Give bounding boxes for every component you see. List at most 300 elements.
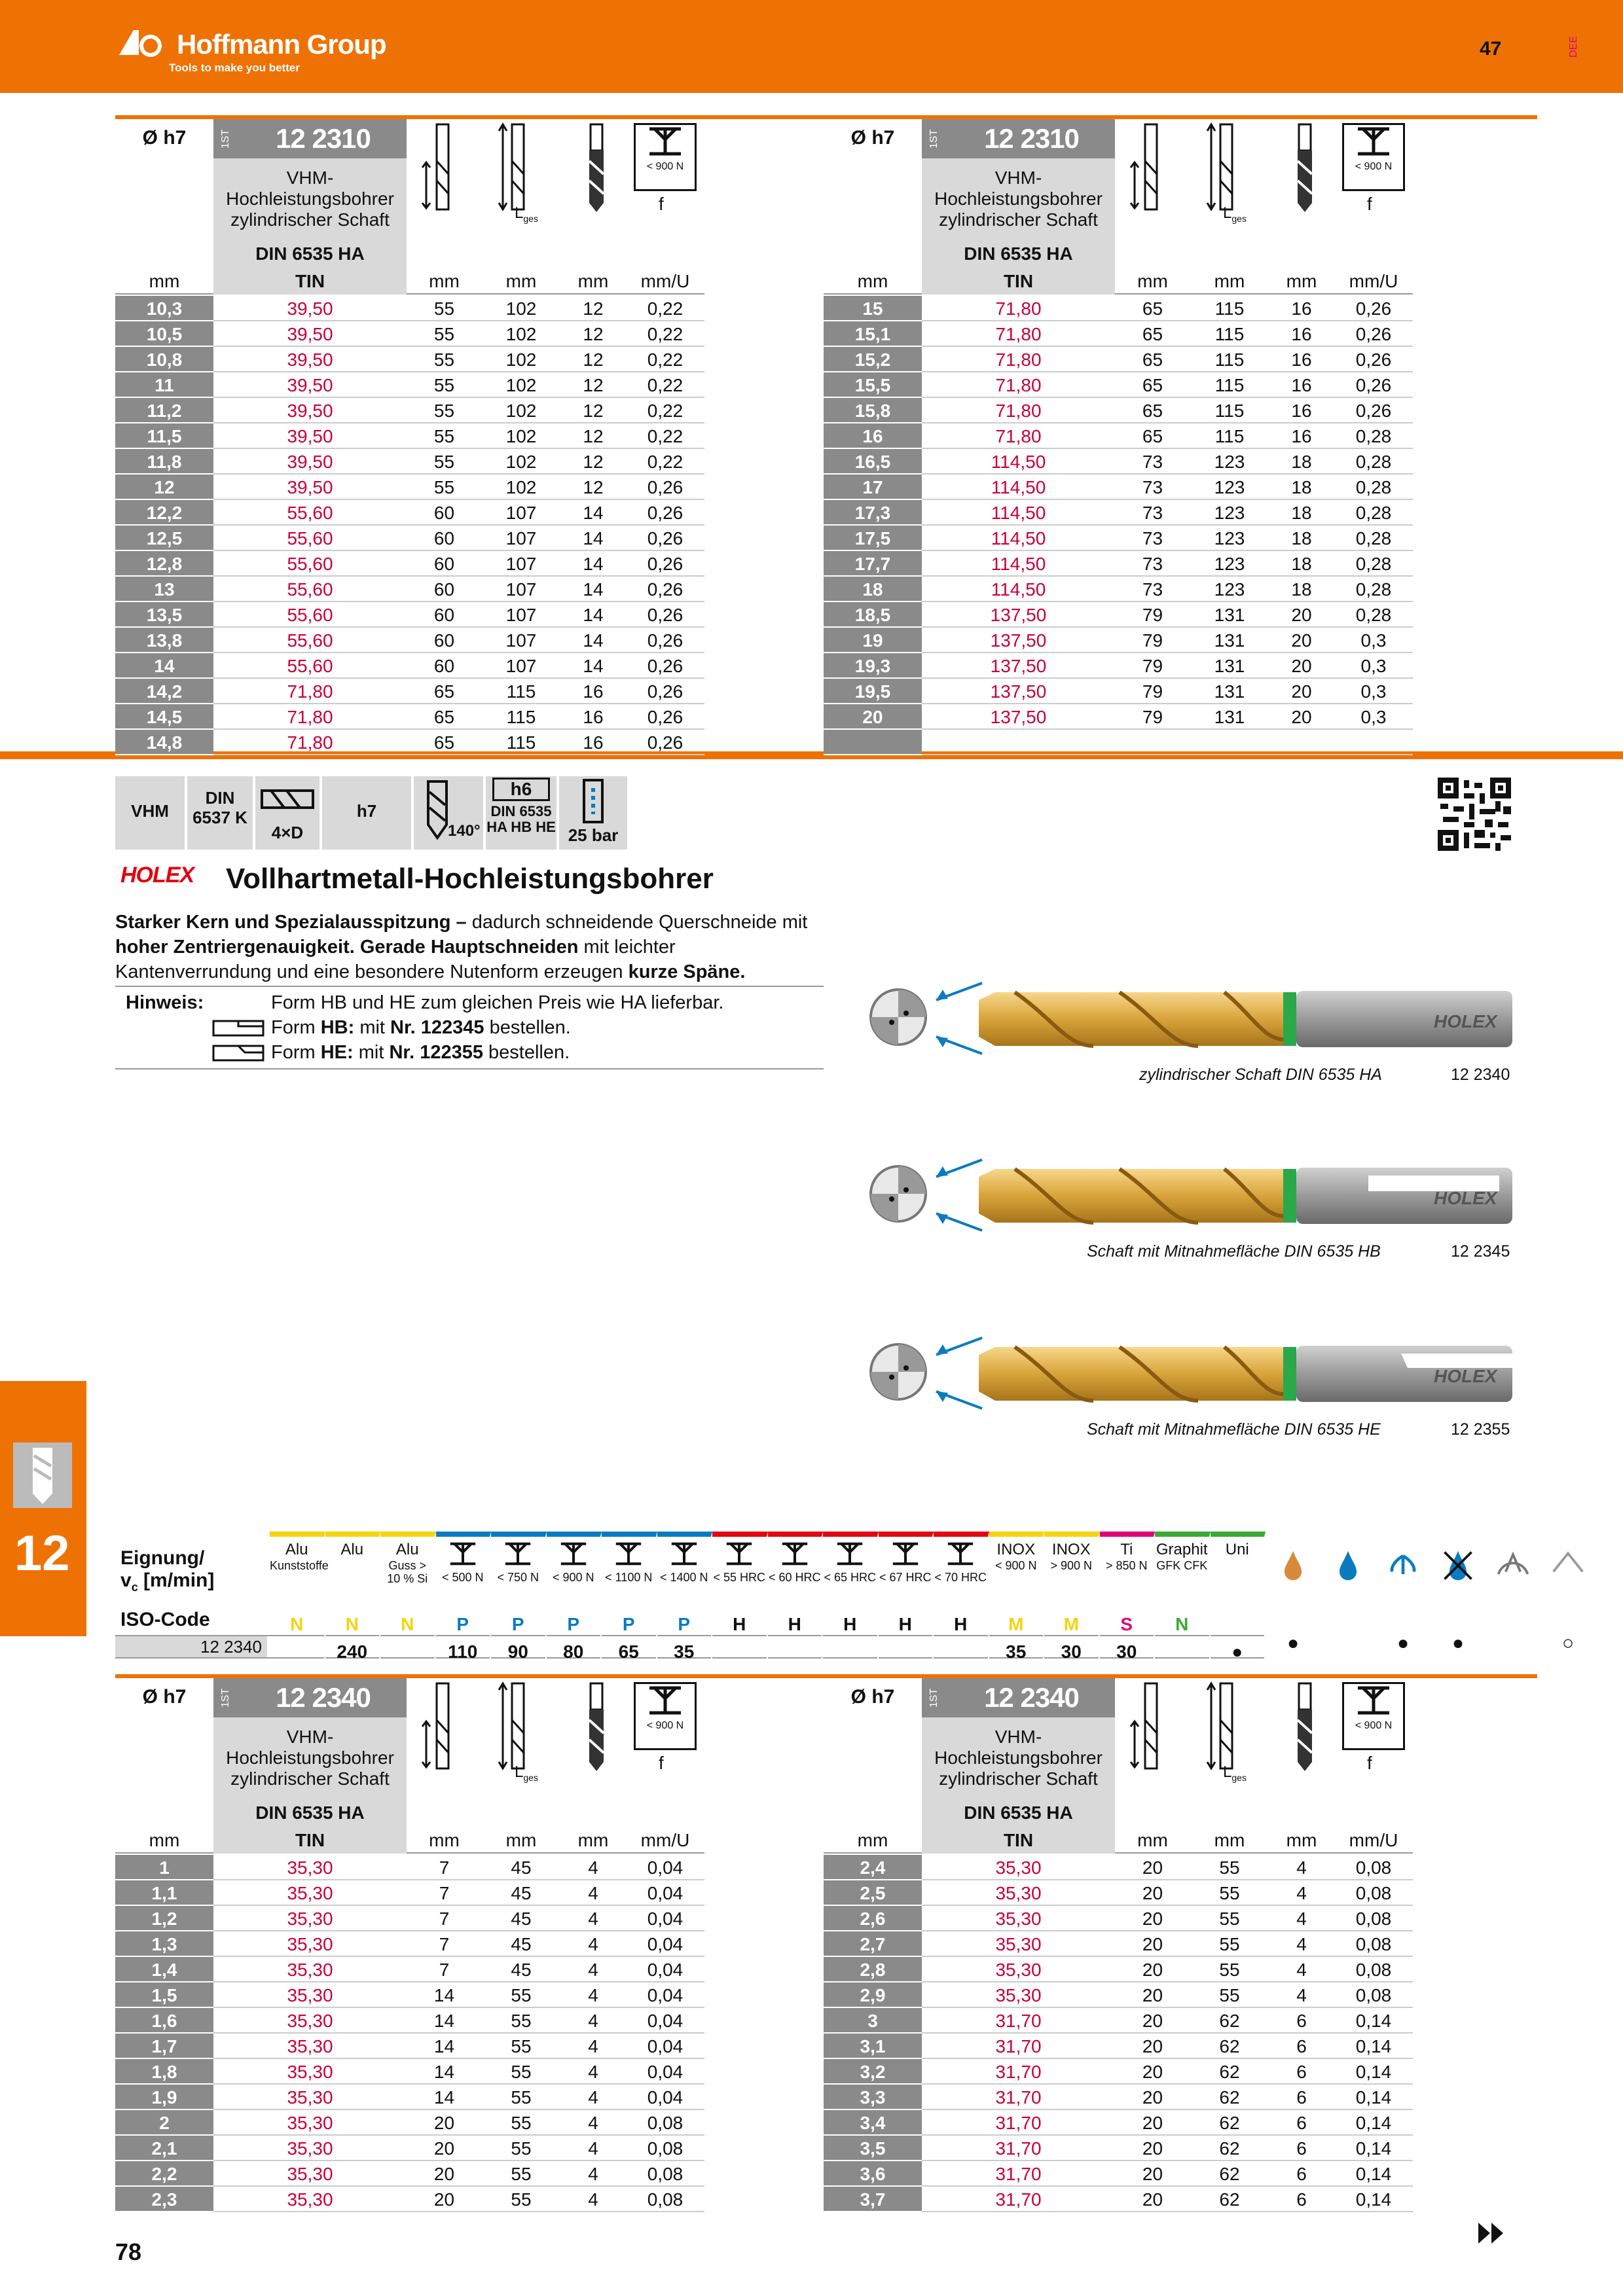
price-cell: 31,70 xyxy=(922,2187,1115,2212)
table-row xyxy=(824,1855,1537,1880)
diameter-cell: 12,8 xyxy=(115,551,213,577)
cutting-length-cell: 18 xyxy=(1269,526,1334,551)
price-cell: 71,80 xyxy=(922,321,1115,347)
total-length-cell: 62 xyxy=(1190,2059,1269,2085)
diameter-cell: 10,3 xyxy=(115,296,213,321)
diameter-cell: 3,4 xyxy=(824,2110,922,2136)
material-col-15 xyxy=(1044,1532,1100,1660)
lges-label: $L_{ges}$ xyxy=(1223,204,1247,224)
iso-code-label: ISO-Code xyxy=(120,1609,210,1630)
vhm-label: VHM xyxy=(115,776,187,850)
flute-length-cell: 60 xyxy=(407,602,482,628)
material-col-17 xyxy=(1155,1532,1211,1660)
total-length-cell: 55 xyxy=(482,2085,560,2110)
price-cell: 39,50 xyxy=(213,398,407,423)
material-col-13 xyxy=(934,1532,989,1660)
din-header: DIN 6535 HA xyxy=(964,1803,1073,1823)
price-cell: 39,50 xyxy=(213,475,407,500)
cutting-length-cell: 20 xyxy=(1269,628,1334,653)
din-standard xyxy=(187,776,255,850)
price-cell: 35,30 xyxy=(213,1957,407,1982)
feed-cell: 0,14 xyxy=(1334,2085,1413,2110)
price-cell: 137,50 xyxy=(922,679,1115,704)
product-title: Vollhartmetall-Hochleistungsbohrer xyxy=(226,863,714,895)
cutting-length-cell: 16 xyxy=(560,704,626,730)
cutting-length-cell: 14 xyxy=(560,551,626,577)
cutting-length-cell: 16 xyxy=(560,679,626,704)
cutting-length-cell: 4 xyxy=(1269,1880,1334,1906)
table-122310-left xyxy=(115,115,829,753)
drill-depth-icon xyxy=(258,781,317,821)
price-cell: 39,50 xyxy=(213,423,407,449)
iso-code: P xyxy=(511,1614,524,1634)
flute-length-cell: 14 xyxy=(407,2034,482,2059)
material-col-8 xyxy=(657,1532,713,1660)
diameter-cell: 1,9 xyxy=(115,2085,213,2110)
total-length-cell: 55 xyxy=(482,2110,560,2136)
shank-spec xyxy=(486,776,559,850)
feed-cell: 0,04 xyxy=(626,1982,704,2008)
total-length-cell: 55 xyxy=(1190,1982,1269,2008)
qr-code-icon[interactable] xyxy=(1438,778,1511,851)
cutting-length-icon xyxy=(1282,122,1347,220)
total-length-cell: 123 xyxy=(1190,449,1269,475)
cutting-length-cell: 4 xyxy=(560,1931,626,1957)
pack-qty-header: 1ST xyxy=(213,119,240,158)
material-spec: < 900 N xyxy=(994,1559,1037,1572)
feed-cell: 0,04 xyxy=(626,1957,704,1982)
mql-icon xyxy=(1440,1547,1476,1584)
table-row xyxy=(824,679,1537,704)
diameter-cell: 11,2 xyxy=(115,398,213,423)
table-row xyxy=(115,423,829,449)
cutting-speed: 35 xyxy=(1006,1641,1027,1662)
diameter-cell: 17 xyxy=(824,475,922,500)
iso-code: H xyxy=(788,1614,801,1634)
table-row xyxy=(824,2059,1537,2085)
feed-cell: 0,26 xyxy=(626,679,704,704)
cutting-length-cell: 12 xyxy=(560,321,626,347)
shank-he-icon xyxy=(212,1045,264,1062)
price-cell: 31,70 xyxy=(922,2085,1115,2110)
unit-mm: mm xyxy=(115,271,213,295)
diameter-cell: 2,8 xyxy=(824,1957,922,1982)
flute-length-cell: 60 xyxy=(407,526,482,551)
flute-length-icon xyxy=(420,1681,485,1779)
price-cell: 35,30 xyxy=(213,1906,407,1931)
price-cell: 31,70 xyxy=(922,2136,1115,2161)
price-cell: 114,50 xyxy=(922,449,1115,475)
cutting-length-cell: 16 xyxy=(1269,321,1334,347)
flute-length-cell: 14 xyxy=(407,1982,482,2008)
iso-code: P xyxy=(456,1614,469,1634)
unit-0: mm xyxy=(407,271,482,295)
flute-length-cell: 65 xyxy=(1115,321,1190,347)
pack-qty-header: 1ST xyxy=(922,119,948,158)
feed-cell: 0,08 xyxy=(626,2136,704,2161)
material-col-10 xyxy=(768,1532,824,1660)
unit-3: mm/U xyxy=(1334,271,1413,295)
steel-beam-icon xyxy=(557,1541,590,1567)
cutting-length-cell: 16 xyxy=(1269,296,1334,321)
table-row xyxy=(115,2085,829,2110)
flute-length-cell: 65 xyxy=(1115,398,1190,423)
total-length-cell: 62 xyxy=(1190,2136,1269,2161)
table-row xyxy=(115,398,829,423)
table-row xyxy=(824,2008,1537,2034)
total-length-cell xyxy=(1190,730,1269,755)
material-spec: < 900 N xyxy=(552,1571,594,1584)
feed-label: f xyxy=(1367,1753,1372,1773)
din-header: DIN 6535 HA xyxy=(255,243,365,264)
flute-length-cell: 55 xyxy=(407,449,482,475)
din-header: DIN 6535 HA xyxy=(255,1803,365,1823)
cutting-length-icon xyxy=(574,122,639,220)
diameter-cell: 2,5 xyxy=(824,1880,922,1906)
flute-length-cell: 20 xyxy=(1115,1906,1190,1931)
total-length-cell: 55 xyxy=(482,2059,560,2085)
feed-label: f xyxy=(659,1753,664,1773)
material-spec: < 67 HRC xyxy=(879,1571,932,1584)
unit-0: mm xyxy=(1115,1830,1190,1854)
flute-length-cell: 65 xyxy=(407,704,482,730)
total-length-cell: 115 xyxy=(1190,347,1269,372)
coolant-suitability: ● xyxy=(1396,1632,1410,1654)
material-spec: < 60 HRC xyxy=(768,1571,821,1584)
diameter-cell: 11 xyxy=(115,372,213,398)
feed-cell: 0,22 xyxy=(626,347,704,372)
table-row xyxy=(824,730,1537,755)
iso-code: H xyxy=(843,1614,857,1634)
price-cell: 39,50 xyxy=(213,347,407,372)
article-number: 12 2340 xyxy=(948,1678,1115,1717)
flute-length-cell: 20 xyxy=(1115,1957,1190,1982)
lges-label: $L_{ges}$ xyxy=(1223,1763,1247,1783)
price-cell: 55,60 xyxy=(213,551,407,577)
unit-0: mm xyxy=(407,1830,482,1854)
diameter-cell: 17,5 xyxy=(824,526,922,551)
steel-beam-icon xyxy=(778,1541,811,1567)
diameter-header: Ø h7 xyxy=(142,127,187,149)
flute-length-cell: 73 xyxy=(1115,449,1190,475)
cutting-length-cell: 18 xyxy=(1269,551,1334,577)
article-number: 12 2310 xyxy=(240,119,407,158)
price-cell: 35,30 xyxy=(213,2187,407,2212)
material-spec: < 65 HRC xyxy=(824,1571,877,1584)
diameter-header: Ø h7 xyxy=(142,1686,187,1708)
coating-header: TIN xyxy=(922,1830,1115,1854)
coating-header: TIN xyxy=(213,1830,407,1854)
cutting-length-cell: 4 xyxy=(1269,1957,1334,1982)
price-cell: 114,50 xyxy=(922,526,1115,551)
unit-0: mm xyxy=(1115,271,1190,295)
diameter-cell: 11,5 xyxy=(115,423,213,449)
drill-article-3: 12 2355 xyxy=(1451,1420,1510,1439)
suitability-label: Eignung/ $v_c$ [m/min] xyxy=(120,1547,215,1594)
table-row xyxy=(824,628,1537,653)
internal-coolant-icon xyxy=(580,779,606,825)
feed-cell: 0,04 xyxy=(626,2085,704,2110)
total-length-cell: 115 xyxy=(1190,423,1269,449)
total-length-cell: 115 xyxy=(1190,372,1269,398)
feed-force-icon: < 900 N xyxy=(1342,1682,1405,1750)
flute-length-cell: 55 xyxy=(407,296,482,321)
total-length-cell: 123 xyxy=(1190,526,1269,551)
flute-length-icon xyxy=(1128,122,1194,220)
table-row xyxy=(824,653,1537,679)
cutting-length-cell: 4 xyxy=(1269,1906,1334,1931)
suitability-table xyxy=(115,1532,1575,1662)
drill-section-icon xyxy=(13,1443,72,1508)
flute-length-cell: 20 xyxy=(407,2136,482,2161)
diameter-cell: 14,5 xyxy=(115,704,213,730)
total-length-cell: 55 xyxy=(482,2161,560,2187)
flute-length-cell: 79 xyxy=(1115,704,1190,730)
material-title: Alu xyxy=(285,1541,308,1558)
flute-length-cell: 73 xyxy=(1115,526,1190,551)
pack-qty-header: 1ST xyxy=(213,1678,240,1717)
table-122340-right xyxy=(824,1674,1537,2210)
cutting-length-cell: 14 xyxy=(560,500,626,526)
price-cell: 137,50 xyxy=(922,704,1115,730)
flute-length-cell: 14 xyxy=(407,2059,482,2085)
feed-cell: 0,22 xyxy=(626,296,704,321)
table-row xyxy=(115,577,829,602)
material-col-2 xyxy=(325,1532,381,1660)
flute-length-cell: 14 xyxy=(407,2008,482,2034)
dry-icon xyxy=(1495,1547,1531,1584)
flute-length-cell: 73 xyxy=(1115,475,1190,500)
coolant-suitability: ○ xyxy=(1561,1632,1575,1654)
brand-tagline: Tools to make you better xyxy=(169,62,300,74)
steel-beam-icon xyxy=(447,1541,479,1567)
feed-cell: 0,3 xyxy=(1334,653,1413,679)
section-number: 12 xyxy=(14,1526,70,1581)
diameter-cell: 16,5 xyxy=(824,449,922,475)
price-cell: 71,80 xyxy=(213,679,407,704)
total-length-cell: 115 xyxy=(1190,398,1269,423)
diameter-cell: 1,3 xyxy=(115,1931,213,1957)
steel-beam-icon xyxy=(668,1541,701,1567)
shank-tolerance: h6 xyxy=(492,778,550,801)
cutting-speed: 90 xyxy=(507,1641,528,1662)
price-cell: 31,70 xyxy=(922,2008,1115,2034)
cutting-length-cell: 14 xyxy=(560,526,626,551)
flute-length-cell: 7 xyxy=(407,1957,482,1982)
diameter-cell: 2,3 xyxy=(115,2187,213,2212)
cutting-length-cell: 14 xyxy=(560,653,626,679)
feed-cell: 0,26 xyxy=(626,551,704,577)
unit-2: mm xyxy=(1269,1830,1334,1854)
material-title: INOX xyxy=(996,1541,1036,1558)
material-spec: < 500 N xyxy=(441,1571,484,1584)
cutting-length-cell: 4 xyxy=(560,2136,626,2161)
feed-cell: 0,14 xyxy=(1334,2034,1413,2059)
price-cell xyxy=(922,730,1115,755)
price-cell: 71,80 xyxy=(922,296,1115,321)
total-length-cell: 55 xyxy=(482,1982,560,2008)
price-cell: 137,50 xyxy=(922,602,1115,628)
feed-cell: 0,04 xyxy=(626,1880,704,1906)
table-row xyxy=(115,628,829,653)
feed-cell: 0,08 xyxy=(626,2187,704,2212)
table-row xyxy=(115,500,829,526)
desc-part-2: dadurch schneidende Querschneide mit xyxy=(466,912,808,933)
cutting-speed: 35 xyxy=(674,1641,695,1662)
total-length-cell: 102 xyxy=(482,475,560,500)
material-spec: > 900 N xyxy=(1050,1559,1093,1572)
total-length-cell: 45 xyxy=(482,1957,560,1982)
table-row xyxy=(824,602,1537,628)
flute-length-cell: 60 xyxy=(407,500,482,526)
diameter-cell: 19,5 xyxy=(824,679,922,704)
cutting-length-cell: 20 xyxy=(1269,704,1334,730)
cutting-length-cell: 4 xyxy=(560,1982,626,2008)
total-length-cell: 102 xyxy=(482,398,560,423)
steel-beam-icon xyxy=(501,1541,534,1567)
flute-length-cell: 60 xyxy=(407,551,482,577)
drill-caption-2: Schaft mit Mitnahmefläche DIN 6535 HB xyxy=(1087,1242,1381,1261)
feed-cell: 0,22 xyxy=(626,449,704,475)
total-length-cell: 107 xyxy=(482,500,560,526)
price-cell: 35,30 xyxy=(922,1957,1115,1982)
diameter-cell: 3,3 xyxy=(824,2085,922,2110)
cutting-length-cell: 6 xyxy=(1269,2161,1334,2187)
flute-length-cell: 79 xyxy=(1115,679,1190,704)
spec-symbol-bar xyxy=(115,776,627,850)
table-row xyxy=(824,449,1537,475)
cutting-length-cell: 6 xyxy=(1269,2136,1334,2161)
feed-force-icon: < 900 N xyxy=(634,123,697,191)
price-cell: 55,60 xyxy=(213,577,407,602)
product-desc-header: VHM-Hochleistungsbohrer zylindrischer Schaft xyxy=(922,1717,1115,1830)
price-cell: 35,30 xyxy=(213,2085,407,2110)
flute-length-cell: 20 xyxy=(1115,2110,1190,2136)
flute-length-cell: 7 xyxy=(407,1931,482,1957)
drill-article-1: 12 2340 xyxy=(1451,1066,1510,1084)
material-col-18 xyxy=(1211,1532,1266,1660)
unit-3: mm/U xyxy=(626,1830,704,1854)
table-row xyxy=(115,449,829,475)
total-length-cell: 45 xyxy=(482,1880,560,1906)
feed-force-icon: < 900 N xyxy=(634,1682,697,1750)
table-122310-right xyxy=(824,115,1537,750)
price-cell: 71,80 xyxy=(922,372,1115,398)
price-cell: 35,30 xyxy=(213,2008,407,2034)
feed-cell xyxy=(1334,730,1413,755)
table-row xyxy=(115,2034,829,2059)
steel-beam-icon xyxy=(833,1541,866,1567)
material-spec: < 55 HRC xyxy=(713,1571,766,1584)
double-arrow-right-icon[interactable] xyxy=(1477,2220,1506,2246)
flute-length-cell: 20 xyxy=(407,2187,482,2212)
note-line-2: Form HB: mit Nr. 122345 bestellen. xyxy=(271,1017,571,1039)
feed-cell: 0,08 xyxy=(1334,1906,1413,1931)
table-row xyxy=(115,2161,829,2187)
table-row xyxy=(824,1982,1537,2008)
depth-label: 4×D xyxy=(271,823,304,842)
diameter-cell: 13,8 xyxy=(115,628,213,653)
feed-cell: 0,26 xyxy=(1334,321,1413,347)
din-label: DIN xyxy=(205,788,235,808)
note-label: Hinweis: xyxy=(126,992,204,1013)
total-length-cell: 62 xyxy=(1190,2161,1269,2187)
diameter-cell: 12 xyxy=(115,475,213,500)
feed-cell: 0,22 xyxy=(626,321,704,347)
drill-article-2: 12 2345 xyxy=(1451,1242,1510,1261)
cutting-length-cell: 4 xyxy=(560,1855,626,1880)
diameter-cell: 1,4 xyxy=(115,1957,213,1982)
feed-cell: 0,14 xyxy=(1334,2136,1413,2161)
iso-code: P xyxy=(567,1614,580,1634)
flute-length-cell: 65 xyxy=(1115,347,1190,372)
total-length-cell: 62 xyxy=(1190,2187,1269,2212)
diameter-cell: 13,5 xyxy=(115,602,213,628)
cutting-length-icon xyxy=(1282,1681,1347,1779)
section-tab[interactable] xyxy=(0,1381,86,1636)
total-length-cell: 102 xyxy=(482,321,560,347)
diameter-cell: 18 xyxy=(824,577,922,602)
drill-caption-1: zylindrischer Schaft DIN 6535 HA xyxy=(1139,1066,1382,1084)
diameter-cell: 18,5 xyxy=(824,602,922,628)
iso-code: H xyxy=(733,1614,746,1634)
cutting-length-cell: 18 xyxy=(1269,577,1334,602)
price-cell: 55,60 xyxy=(213,653,407,679)
price-cell: 71,80 xyxy=(922,398,1115,423)
cutting-length-cell: 4 xyxy=(560,1906,626,1931)
tolerance-label: h7 xyxy=(322,776,414,850)
flute-length-cell: 60 xyxy=(407,653,482,679)
brand-name: Hoffmann Group xyxy=(177,29,386,60)
diameter-cell: 15 xyxy=(824,296,922,321)
unit-2: mm xyxy=(560,1830,626,1854)
cutting-speed: 110 xyxy=(448,1641,478,1662)
feed-label: f xyxy=(1367,194,1372,214)
flute-length-cell: 20 xyxy=(1115,2008,1190,2034)
price-cell: 71,80 xyxy=(922,423,1115,449)
feed-cell: 0,04 xyxy=(626,2034,704,2059)
din-header: DIN 6535 HA xyxy=(964,243,1073,264)
flute-length-cell: 65 xyxy=(1115,372,1190,398)
steel-beam-icon xyxy=(944,1541,977,1567)
flute-length-cell: 79 xyxy=(1115,653,1190,679)
total-length-cell: 45 xyxy=(482,1931,560,1957)
diameter-cell: 1,6 xyxy=(115,2008,213,2034)
feed-cell: 0,28 xyxy=(1334,602,1413,628)
cutting-length-cell: 12 xyxy=(560,449,626,475)
table-row xyxy=(115,1880,829,1906)
cutting-length-cell: 4 xyxy=(560,2161,626,2187)
cutting-length-cell: 6 xyxy=(1269,2034,1334,2059)
flute-length-icon xyxy=(1128,1681,1194,1779)
spray-col xyxy=(1376,1532,1431,1660)
table-row xyxy=(115,1982,829,2008)
flute-length-cell: 65 xyxy=(1115,423,1190,449)
unit-1: mm xyxy=(482,271,560,295)
diameter-cell: 15,8 xyxy=(824,398,922,423)
flute-length-cell: 73 xyxy=(1115,551,1190,577)
table-row xyxy=(115,347,829,372)
flute-length-cell: 7 xyxy=(407,1880,482,1906)
feed-label: f xyxy=(659,194,664,214)
total-length-cell: 107 xyxy=(482,577,560,602)
iso-code: S xyxy=(1120,1614,1133,1634)
feed-cell: 0,26 xyxy=(626,704,704,730)
table-row xyxy=(115,653,829,679)
drill-caption-3: Schaft mit Mitnahmefläche DIN 6535 HE xyxy=(1087,1420,1381,1439)
total-length-cell: 55 xyxy=(482,2008,560,2034)
water-drop-icon xyxy=(1330,1547,1366,1584)
